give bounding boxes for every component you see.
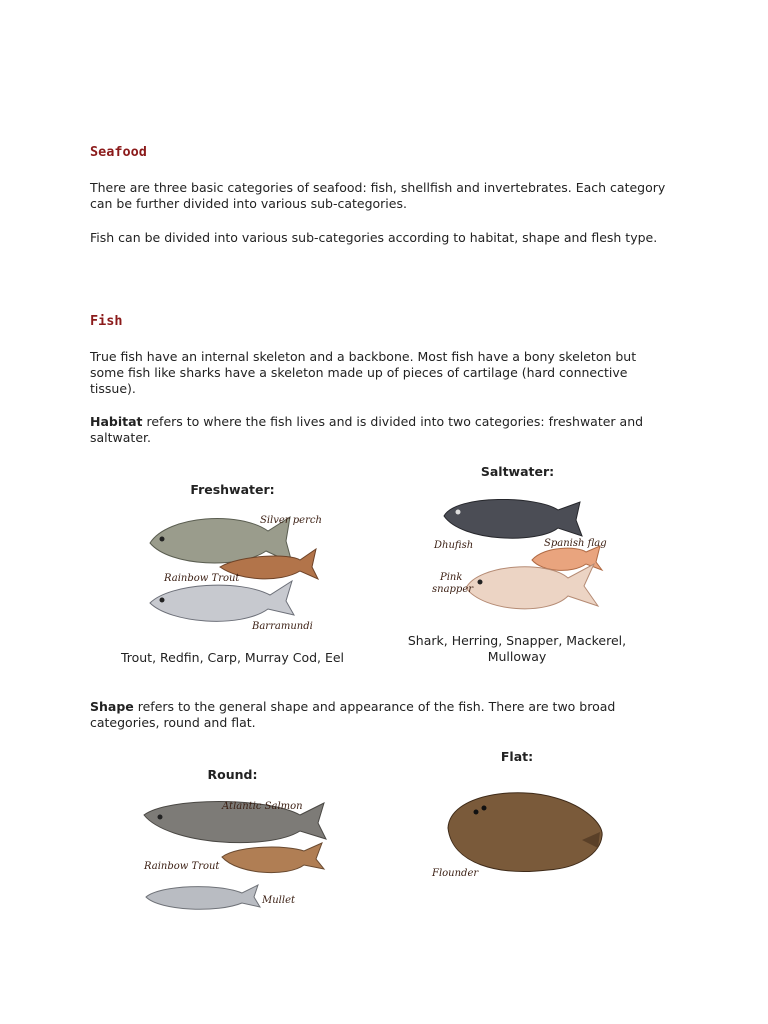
- flat-fish-image: [428, 784, 608, 884]
- pink-label: Pink: [440, 572, 463, 583]
- barramundi-label: Barramundi: [252, 621, 313, 632]
- silver-perch-label: Silver perch: [260, 515, 322, 526]
- dhufish-label: Dhufish: [434, 540, 474, 551]
- flounder-label: Flounder: [432, 868, 479, 879]
- mullet-label: Mullet: [262, 895, 296, 906]
- round-rainbow-trout-label: Rainbow Trout: [144, 861, 220, 872]
- saltwater-label: Saltwater:: [480, 464, 555, 479]
- atlantic-salmon-label: Atlantic Salmon: [222, 801, 303, 812]
- freshwater-rainbow-trout-label: Rainbow Trout: [164, 573, 240, 584]
- freshwater-caption: Trout, Redfin, Carp, Murray Cod, Eel: [120, 650, 345, 665]
- round-label: Round:: [207, 767, 258, 782]
- freshwater-label: Freshwater:: [190, 482, 275, 497]
- round-fish-image: [138, 795, 333, 915]
- freshwater-fish-image: [140, 505, 325, 635]
- seafood-intro-paragraph: There are three basic categories of seafood: fish, shellfish and invertebrates. Each category can be further divided into various sub-categories.: [90, 180, 666, 211]
- habitat-paragraph: [90, 414, 670, 446]
- shape-paragraph: [90, 699, 670, 731]
- spanish-flag-label: Spanish flag: [544, 538, 607, 549]
- habitat-term: Habitat: [90, 414, 143, 429]
- snapper-label: snapper: [432, 584, 474, 595]
- habitat-text: refers to where the fish lives and is divided into two categories: freshwater and saltwater.: [90, 414, 644, 445]
- flat-label: Flat:: [500, 749, 534, 764]
- true-fish-paragraph: True fish have an internal skeleton and a backbone. Most fish have a bony skeleton but some fish like sharks have a skeleton made up of pieces of cartilage (hard connective tissue).: [90, 349, 637, 396]
- saltwater-fish-image: [428, 490, 608, 620]
- saltwater-caption: Shark, Herring, Snapper, Mackerel, Mulloway: [407, 633, 627, 664]
- shape-term: Shape: [90, 699, 134, 714]
- fish-heading: Fish: [90, 313, 123, 329]
- fish-subcategories-paragraph: Fish can be divided into various sub-categories according to habitat, shape and flesh type.: [90, 230, 658, 245]
- seafood-heading: Seafood: [90, 144, 147, 160]
- shape-text: refers to the general shape and appearance of the fish. There are two broad categories, round and flat.: [90, 699, 616, 730]
